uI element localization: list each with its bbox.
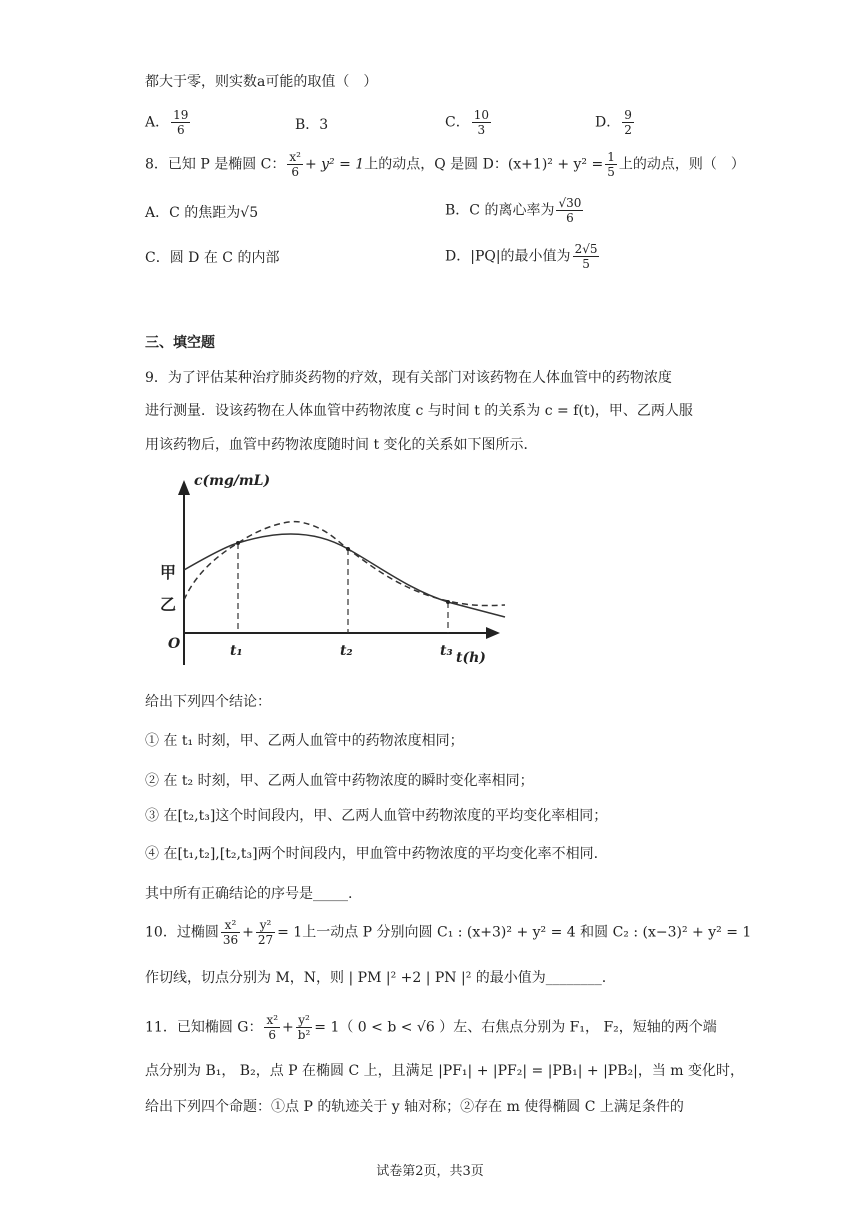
q10-equals: = 1 — [277, 924, 303, 941]
q7-option-d — [595, 108, 636, 137]
q8-option-d — [445, 242, 601, 271]
q7-option-c-label: C． — [445, 114, 470, 131]
q8-option-b-label: B．C 的离心率为 — [445, 202, 555, 219]
q10-line-1: 10．过椭圆 $\frac{\text{x²}}{36}$ + $\frac{\text{y²}}{27}$ = 1上一动点 P 分别向圆 C₁ : (x+3)² + y² = 4 和圆 C₂ : (x−3)² + y² = 1 — [145, 918, 752, 947]
y-axis-label: c(mg/mL) — [194, 473, 271, 489]
q8-option-a: A．C 的焦距为√5 — [145, 205, 259, 221]
q10-fraction-x — [221, 918, 240, 947]
numerator: y² — [256, 918, 275, 933]
q8-stem — [145, 150, 745, 179]
concentration-chart — [140, 465, 510, 685]
q7-option-a-label: A． — [145, 114, 170, 131]
q8-option-d-label: D．|PQ|的最小值为 — [445, 248, 571, 265]
q9-conclusion-2: ② 在 t₂ 时刻，甲、乙两人血管中药物浓度的瞬时变化率相同； — [145, 773, 534, 789]
q9-conclusions-intro: 给出下列四个结论： — [145, 694, 271, 710]
q8-stem-part-a: 8．已知 P 是椭圆 C： — [145, 156, 286, 173]
denominator: b² — [297, 1028, 311, 1042]
q9-line-3: 用该药物后，血管中药物浓度随时间 t 变化的关系如下图所示． — [145, 437, 538, 453]
q11-rest: = 1（ 0 < b < √6 ）左、右焦点分别为 F₁， F₂，短轴的两个端 — [314, 1019, 717, 1036]
q10-prefix: 10．过椭圆 — [145, 924, 219, 941]
q11-line-3: 给出下列四个命题：①点 P 的轨迹关于 y 轴对称；②存在 m 使得椭圆 C 上满足条件的 — [145, 1099, 684, 1115]
q9-question: 其中所有正确结论的序号是_____. — [145, 886, 353, 902]
tick-label-t1: t₁ — [230, 643, 243, 659]
q11-line-1: 11．已知椭圆 G： $\frac{\text{x²}}{6}$ + $\frac{\text{y²}}{\text{b²}}$ = 1（ 0 < b < √6 ）左、右焦点分别为 F₁， F₂，短轴的两个端 — [145, 1013, 717, 1042]
q7-option-a — [145, 108, 192, 137]
q10-rest: 上一动点 P 分别向圆 C₁ : (x+3)² + y² = 4 和圆 C₂ : (x−3)² + y² = 1 — [302, 924, 752, 941]
series-label-jia: 甲 — [160, 563, 177, 582]
intersection-point-t2 — [346, 547, 350, 551]
q9-line-1: 9．为了评估某种治疗肺炎药物的疗效，现有关部门对该药物在人体血管中的药物浓度 — [145, 370, 672, 386]
numerator: x² — [289, 150, 301, 164]
numerator: 2√5 — [574, 242, 598, 256]
origin-label: O — [168, 636, 181, 652]
denominator: 6 — [268, 1028, 277, 1042]
numerator: x² — [266, 1013, 279, 1027]
denominator: 36 — [222, 933, 239, 947]
q8-circle-fraction — [605, 150, 617, 179]
q7-option-c — [445, 108, 493, 137]
y-axis-arrow — [178, 480, 190, 495]
q9-line-2: 进行测量．设该药物在人体血管中药物浓度 c 与时间 t 的关系为 c = f(t)，甲、乙两人服 — [145, 403, 693, 419]
x-axis-arrow — [486, 627, 500, 639]
numerator: 1 — [607, 150, 615, 164]
series-yi-line — [184, 522, 505, 606]
q9-conclusion-3: ③ 在[t₂,t₃]这个时间段内，甲、乙两人血管中药物浓度的平均变化率相同； — [145, 808, 608, 824]
q10-line-2: 作切线，切点分别为 M，N，则 | PM |² +2 | PN |² 的最小值为________. — [145, 970, 607, 986]
numerator: √30 — [558, 196, 582, 210]
q7-option-c-fraction — [472, 108, 491, 137]
q7-option-a-fraction — [171, 108, 190, 137]
numerator: 10 — [473, 108, 489, 122]
q11-line-2: 点分别为 B₁， B₂，点 P 在椭圆 C 上，且满足 |PF₁| + |PF₂| = |PB₁| + |PB₂|，当 m 变化时， — [145, 1063, 745, 1079]
denominator: 3 — [477, 123, 486, 137]
section-title: 三、填空题 — [145, 335, 215, 351]
denominator: 2 — [624, 123, 632, 137]
q7-stem-tail: 都大于零，则实数a可能的取值（ ） — [145, 74, 378, 90]
q8-ellipse-fraction — [287, 150, 303, 179]
q8-option-d-fraction — [573, 242, 600, 271]
q8-stem-part-b: 上的动点，Q 是圆 D：(x+1)² + y² = — [364, 156, 604, 173]
q9-conclusion-4: ④ 在[t₁,t₂],[t₂,t₃]两个时间段内，甲血管中药物浓度的平均变化率不相同. — [145, 846, 599, 862]
intersection-point-t3 — [446, 600, 450, 604]
numerator: 19 — [173, 108, 189, 122]
q7-option-d-fraction — [622, 108, 634, 137]
denominator: 6 — [291, 165, 299, 179]
q8-option-b — [445, 196, 585, 225]
q11-fraction-y — [296, 1013, 313, 1042]
numerator: x² — [221, 918, 240, 933]
page-footer: 试卷第2页，共3页 — [376, 1164, 484, 1179]
q7-option-b: B．3 — [295, 117, 329, 133]
q7-option-d-label: D． — [595, 114, 621, 131]
q11-prefix: 11．已知椭圆 G： — [145, 1019, 263, 1036]
denominator: 27 — [257, 933, 274, 947]
x-axis-label: t(h) — [456, 650, 486, 666]
denominator: 6 — [176, 123, 185, 137]
series-label-yi: 乙 — [160, 595, 177, 614]
q8-option-b-fraction — [556, 196, 583, 225]
numerator: 9 — [624, 108, 632, 122]
q9-conclusion-1: ① 在 t₁ 时刻，甲、乙两人血管中的药物浓度相同； — [145, 733, 464, 749]
tick-label-t2: t₂ — [340, 643, 353, 659]
q11-fraction-x — [264, 1013, 280, 1042]
q8-option-c: C．圆 D 在 C 的内部 — [145, 250, 280, 266]
denominator: 6 — [566, 211, 574, 225]
numerator: y² — [296, 1013, 313, 1028]
tick-label-t3: t₃ — [440, 643, 453, 659]
denominator: 5 — [607, 165, 615, 179]
q10-fraction-y — [256, 918, 275, 947]
denominator: 5 — [582, 257, 590, 271]
intersection-point-t1 — [236, 541, 240, 545]
q8-stem-part-c: 上的动点，则（ ） — [618, 156, 745, 173]
q8-ellipse-rest: + y² = 1 — [304, 156, 365, 173]
